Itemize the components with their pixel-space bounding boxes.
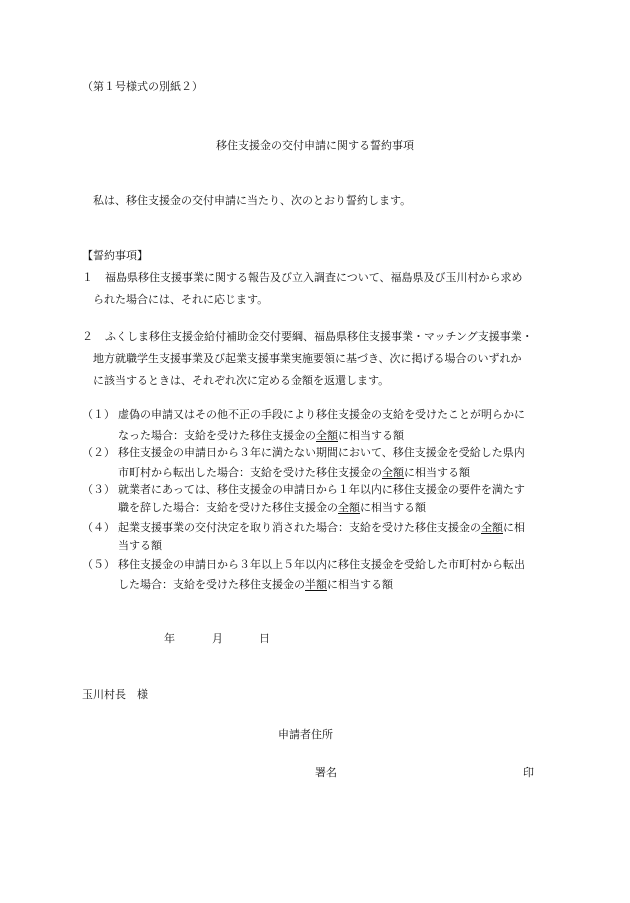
underlined-amount: 全額: [338, 501, 360, 514]
date-year-label: 年: [164, 632, 175, 645]
underlined-amount: 全額: [382, 466, 404, 479]
sub-item-text-line: [118, 502, 426, 513]
sub-item-text-line: 就業者にあっては、移住支援金の申請日から１年以内に移住支援金の要件を満たす: [118, 483, 525, 496]
applicant-address-label: 申請者住所: [278, 728, 333, 741]
signature-label: 署名: [315, 766, 337, 779]
text-segment: なった場合：支給を受けた移住支援金の: [118, 429, 316, 442]
item-number: ２: [82, 330, 93, 343]
item-text-line: に該当するときは、それぞれ次に定める金額を返還します。: [93, 374, 390, 387]
form-label: （第１号様式の別紙２）: [82, 80, 203, 93]
sub-item-text-line: 当する額: [118, 539, 162, 552]
item-number: １: [82, 271, 93, 284]
sub-item-number: （２）: [82, 446, 115, 459]
sub-item-text-line: 移住支援金の申請日から３年に満たない期間において、移住支援金を受給した県内: [118, 446, 525, 459]
intro-text: 私は、移住支援金の交付申請に当たり、次のとおり誓約します。: [93, 194, 412, 207]
text-segment: に相: [503, 521, 525, 534]
date-month-label: 月: [212, 632, 223, 645]
date-day-label: 日: [259, 632, 270, 645]
text-segment: に相当する額: [338, 429, 404, 442]
underlined-amount: 全額: [481, 521, 503, 534]
item-text-line: られた場合には、それに応じます。: [93, 293, 269, 306]
section-heading: 【誓約事項】: [82, 249, 148, 262]
text-segment: した場合：支給を受けた移住支援金の: [118, 578, 305, 591]
text-segment: に相当する額: [360, 501, 426, 514]
text-segment: 起業支援事業の交付決定を取り消された場合：支給を受けた移住支援金の: [118, 521, 481, 534]
sub-item-text-line: [118, 522, 525, 533]
sub-item-number: （４）: [82, 521, 115, 534]
underlined-amount: 半額: [305, 578, 327, 591]
text-segment: 市町村から転出した場合：支給を受けた移住支援金の: [118, 466, 382, 479]
sub-item-text-line: [118, 467, 470, 478]
sub-item-number: （３）: [82, 483, 115, 496]
page-title: 移住支援金の交付申請に関する誓約事項: [216, 139, 414, 152]
addressee: 玉川村長 様: [82, 688, 148, 701]
item-text-line: 福島県移住支援事業に関する報告及び立入調査について、福島県及び玉川村から求め: [105, 271, 523, 284]
text-segment: に相当する額: [327, 578, 393, 591]
seal-label: 印: [523, 766, 534, 779]
item-text-line: ふくしま移住支援金給付補助金交付要綱、福島県移住支援事業・マッチング支援事業・: [105, 330, 533, 343]
item-text-line: 地方就職学生支援事業及び起業支援事業実施要領に基づき、次に掲げる場合のいずれか: [93, 352, 522, 365]
sub-item-text-line: [118, 579, 393, 590]
sub-item-number: （５）: [82, 558, 115, 571]
sub-item-number: （１）: [82, 408, 115, 421]
text-segment: 職を辞した場合：支給を受けた移住支援金の: [118, 501, 338, 514]
underlined-amount: 全額: [316, 429, 338, 442]
text-segment: に相当する額: [404, 466, 470, 479]
sub-item-text-line: 虚偽の申請又はその他不正の手段により移住支援金の支給を受けたことが明らかに: [118, 408, 525, 421]
sub-item-text-line: 移住支援金の申請日から３年以上５年以内に移住支援金を受給した市町村から転出: [118, 558, 525, 571]
sub-item-text-line: [118, 430, 404, 441]
